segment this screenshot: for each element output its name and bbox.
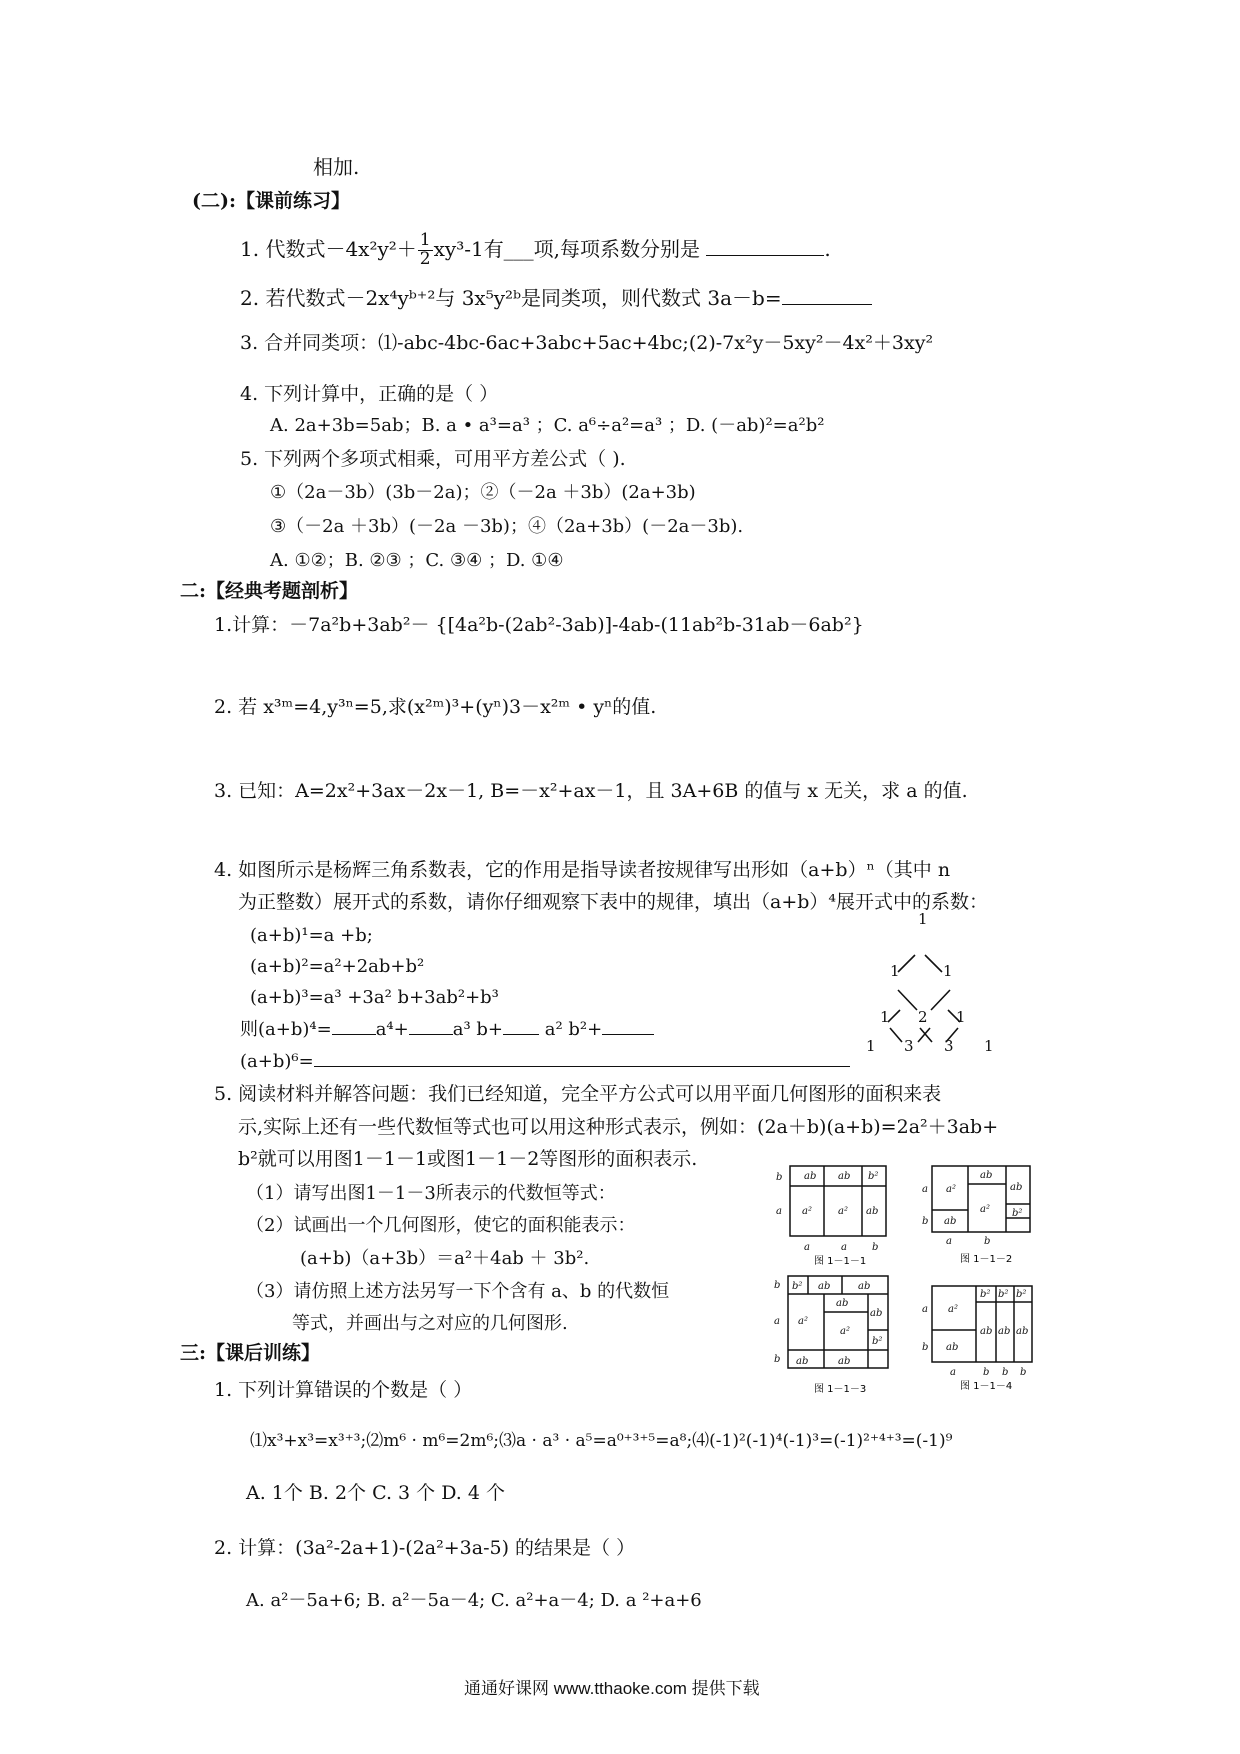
fig-label: a	[776, 1206, 782, 1217]
fig-label: b	[984, 1236, 991, 1247]
fig-label: b	[1020, 1367, 1027, 1378]
question-classic-2: 2. 若 x³ᵐ=4,y³ⁿ=5,求(x²ᵐ)³+(yⁿ)3－x²ᵐ • yⁿ的值.	[214, 696, 657, 718]
question-pre-2-text: 2. 若代数式－2x⁴yᵇ⁺²与 3x⁵y²ᵇ是同类项，则代数式 3a－b=	[240, 286, 782, 310]
question-pre-1-stem: 1. 代数式－4x²y²＋	[240, 236, 417, 261]
question-pre-1	[240, 232, 831, 269]
fig-label: ab	[804, 1171, 817, 1182]
fig-label: a	[950, 1367, 956, 1378]
fig-label: b	[774, 1354, 781, 1365]
fig-label: a²	[798, 1316, 808, 1327]
fig-label: b	[1002, 1367, 1009, 1378]
fig-label: b	[922, 1216, 929, 1227]
continuation-text: 相加.	[313, 155, 360, 179]
expansion-4-term: a³ b+	[452, 1019, 503, 1040]
triangle-number: 2	[918, 1008, 928, 1026]
page-footer: 通通好课网 www.tthaoke.com 提供下载	[464, 1679, 760, 1698]
question-pre-4-stem: 4. 下列计算中，正确的是（ ）	[240, 383, 499, 405]
expansion-6-lead: (a+b)⁶=	[240, 1051, 314, 1072]
fig-label: a²	[946, 1184, 956, 1195]
section-heading-after-class: 三:【课后训练】	[180, 1342, 321, 1364]
question-pre-1-rest: xy³-1有___项,每项系数分别是	[433, 236, 707, 261]
fig-label: a	[841, 1242, 847, 1253]
fig-label: ab	[796, 1356, 809, 1367]
fig-label: ab	[946, 1342, 959, 1353]
question-pre-5-stem: 5. 下列两个多项式相乘，可用平方差公式（ ).	[240, 448, 626, 470]
fig-label: a²	[802, 1206, 812, 1217]
question-classic-1: 1.计算：－7a²b+3ab²－ {[4a²b-(2ab²-3ab)]-4ab-(11ab²b-31ab－6ab²}	[214, 614, 864, 636]
question-after-2-options: A. a²－5a+6; B. a²－5a－4; C. a²+a－4; D. a ²+a+6	[246, 1590, 702, 1611]
fig-label: ab	[998, 1326, 1011, 1337]
question-after-1-options: A. 1个 B. 2个 C. 3 个 D. 4 个	[246, 1482, 505, 1504]
question-pre-5-line-1: ①（2a－3b）(3b－2a)；②（－2a ＋3b）(2a+3b)	[270, 482, 696, 503]
fig-label: a²	[840, 1326, 850, 1337]
figure-caption: 图 1－1－3	[814, 1384, 867, 1395]
fig-label: b²	[998, 1289, 1009, 1300]
fig-label: a	[946, 1236, 952, 1247]
question-classic-4-line-1: 4. 如图所示是杨辉三角系数表，它的作用是指导读者按规律写出形如（a+b）ⁿ（其中 n	[214, 859, 951, 881]
expansion-4-term: a⁴+	[375, 1019, 409, 1040]
question-classic-5-part-2-formula: (a+b)（a+3b）＝a²＋4ab ＋ 3b².	[300, 1248, 590, 1269]
fig-label: b	[774, 1280, 781, 1291]
figure-caption: 图 1－1－4	[960, 1381, 1013, 1392]
answer-blank[interactable]	[782, 304, 872, 305]
section-heading-classic: 二:【经典考题剖析】	[180, 580, 359, 602]
expansion-4-term: a² b²+	[539, 1019, 603, 1040]
question-classic-5-part-2: （2）试画出一个几何图形，使它的面积能表示：	[246, 1215, 636, 1236]
question-classic-5-line-2: 示,实际上还有一些代数恒等式也可以用这种形式表示，例如：(2a＋b)(a+b)=2a²＋3ab+	[238, 1116, 999, 1138]
triangle-number: 1	[890, 962, 900, 980]
triangle-number: 1	[956, 1008, 966, 1026]
question-after-1-stem: 1. 下列计算错误的个数是（ ）	[214, 1379, 473, 1401]
triangle-number: 1	[866, 1037, 876, 1055]
question-classic-5-part-1: （1）请写出图1－1－3所表示的代数恒等式：	[246, 1183, 616, 1204]
fig-label: b²	[872, 1336, 883, 1347]
triangle-number: 1	[880, 1008, 890, 1026]
binomial-expansion-3: (a+b)³=a³ +3a² b+3ab²+b³	[250, 987, 499, 1008]
question-pre-5-line-2: ③（－2a ＋3b）(－2a －3b)；④（2a+3b）(－2a－3b).	[270, 516, 744, 537]
fig-label: ab	[1010, 1182, 1023, 1193]
fig-label: ab	[870, 1308, 883, 1319]
figure-1-1-4	[920, 1282, 1048, 1392]
section-heading-pre-class: (二):【课前练习】	[192, 190, 350, 212]
question-classic-5-line-1: 5. 阅读材料并解答问题：我们已经知道，完全平方公式可以用平面几何图形的面积来表	[214, 1083, 942, 1105]
fig-label: ab	[866, 1206, 879, 1217]
fig-label: a	[774, 1316, 780, 1327]
answer-blank[interactable]	[503, 1034, 539, 1035]
triangle-number: 3	[904, 1037, 914, 1055]
question-pre-5-options: A. ①②；B. ②③ ；C. ③④ ；D. ①④	[270, 550, 564, 571]
answer-blank[interactable]	[602, 1034, 654, 1035]
fig-label: ab	[980, 1170, 993, 1181]
question-after-2-stem: 2. 计算：(3a²-2a+1)-(2a²+3a-5) 的结果是（ ）	[214, 1537, 636, 1559]
fig-label: b²	[1012, 1208, 1023, 1219]
fig-label: ab	[980, 1326, 993, 1337]
figure-1-1-2	[920, 1162, 1048, 1267]
fig-label: b	[776, 1172, 783, 1183]
triangle-number: 1	[918, 910, 928, 928]
question-pre-4-options: A. 2a+3b=5ab；B. a • a³=a³ ；C. a⁶÷a²=a³ ；D. (－ab)²=a²b²	[270, 415, 825, 436]
answer-blank[interactable]	[332, 1034, 376, 1035]
fraction-denominator: 2	[419, 248, 431, 269]
question-after-1-expression: ⑴x³+x³=x³⁺³;⑵m⁶ · m⁶=2m⁶;⑶a · a³ · a⁵=a⁰⁺³⁺⁵=a⁸;⑷(-1)²(-1)⁴(-1)³=(-1)²⁺⁴⁺³=(-1)⁹	[250, 1431, 953, 1451]
fig-label: ab	[838, 1171, 851, 1182]
fig-label: a	[922, 1304, 928, 1315]
fig-label: a	[804, 1242, 810, 1253]
binomial-expansion-6	[240, 1053, 850, 1071]
figure-1-1-3	[768, 1272, 898, 1397]
question-classic-5-line-3: b²就可以用图1－1－1或图1－1－2等图形的面积表示.	[238, 1148, 698, 1170]
figure-caption: 图 1－1－1	[814, 1256, 867, 1267]
answer-blank[interactable]	[409, 1034, 453, 1035]
fig-label: a²	[980, 1204, 990, 1215]
pascal-triangle	[860, 910, 1000, 1055]
fig-label: b	[983, 1367, 990, 1378]
fig-label: b²	[1016, 1289, 1027, 1300]
question-classic-5-part-3: （3）请仿照上述方法另写一下个含有 a、b 的代数恒	[246, 1281, 670, 1302]
fig-label: ab	[836, 1298, 849, 1309]
fig-label: a²	[838, 1206, 848, 1217]
triangle-number: 1	[984, 1037, 994, 1055]
question-pre-3: 3. 合并同类项：⑴-abc-4bc-6ac+3abc+5ac+4bc;(2)-7x²y－5xy²－4x²＋3xy²	[240, 332, 934, 354]
fig-label: a²	[948, 1304, 958, 1315]
fraction	[418, 232, 433, 269]
triangle-number: 3	[944, 1037, 954, 1055]
fig-label: ab	[944, 1216, 957, 1227]
binomial-expansion-2: (a+b)²=a²+2ab+b²	[250, 956, 425, 977]
fraction-numerator: 1	[419, 230, 431, 250]
figure-caption: 图 1－1－2	[960, 1254, 1013, 1265]
answer-blank[interactable]	[706, 255, 824, 256]
fig-label: b²	[868, 1171, 879, 1182]
question-classic-3: 3. 已知：A=2x²+3ax－2x－1, B=－x²+ax－1，且 3A+6B 的值与 x 无关，求 a 的值.	[214, 780, 968, 802]
fig-label: b	[922, 1342, 929, 1353]
question-classic-5-part-3-cont: 等式，并画出与之对应的几何图形.	[292, 1313, 568, 1334]
period: .	[824, 236, 831, 261]
fig-label: ab	[818, 1281, 831, 1292]
binomial-expansion-4	[240, 1021, 654, 1039]
question-pre-2	[240, 288, 872, 308]
expansion-4-lead: 则(a+b)⁴=	[240, 1019, 332, 1040]
question-classic-4-line-2: 为正整数）展开式的系数，请你仔细观察下表中的规律，填出（a+b）⁴展开式中的系数：	[238, 891, 989, 913]
fig-label: a	[922, 1184, 928, 1195]
figure-1-1-1	[768, 1162, 898, 1267]
fig-label: b²	[980, 1289, 991, 1300]
fig-label: b	[872, 1242, 879, 1253]
answer-blank[interactable]	[314, 1066, 850, 1067]
fig-label: ab	[838, 1356, 851, 1367]
fig-label: ab	[1016, 1326, 1029, 1337]
binomial-expansion-1: (a+b)¹=a +b;	[250, 925, 373, 946]
fig-label: b²	[792, 1281, 803, 1292]
fig-label: ab	[858, 1281, 871, 1292]
triangle-number: 1	[943, 962, 953, 980]
